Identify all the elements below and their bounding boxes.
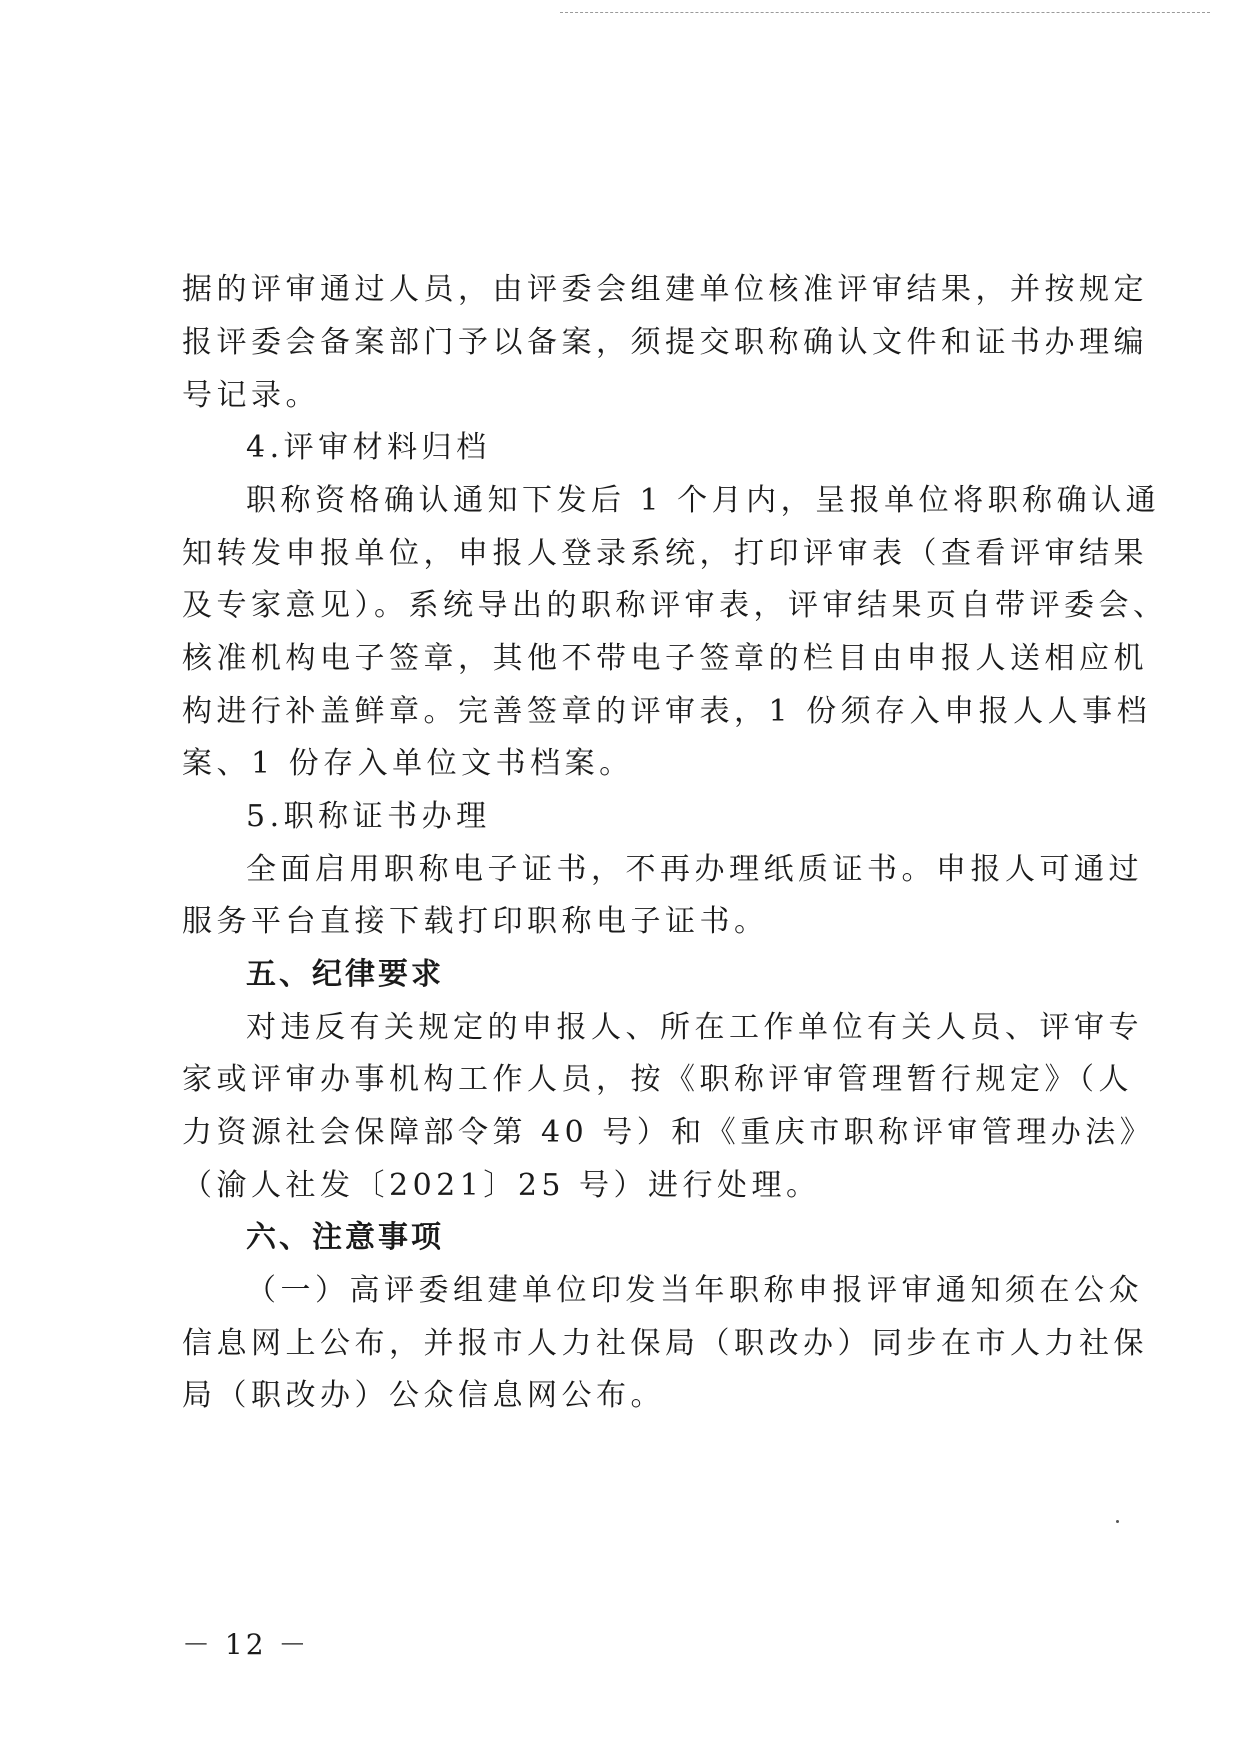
body-line: （一）高评委组建单位印发当年职称申报评审通知须在公众 xyxy=(246,1273,1143,1308)
section-heading: 六、注意事项 xyxy=(246,1220,444,1255)
top-border-rule xyxy=(560,12,1210,13)
body-line: 力资源社会保障部令第 40 号）和《重庆市职称评审管理办法》 xyxy=(182,1115,1155,1150)
body-line: 信息网上公布，并报市人力社保局（职改办）同步在市人力社保 xyxy=(182,1326,1148,1361)
body-line: 案、1 份存入单位文书档案。 xyxy=(182,746,634,781)
body-line: 报评委会备案部门予以备案，须提交职称确认文件和证书办理编 xyxy=(182,325,1148,360)
body-line: 全面启用职称电子证书，不再办理纸质证书。申报人可通过 xyxy=(246,852,1143,887)
scan-speck xyxy=(1116,1520,1119,1523)
body-line: （渝人社发〔2021〕25 号）进行处理。 xyxy=(182,1168,821,1203)
subsection-title: 4.评审材料归档 xyxy=(246,430,491,465)
body-line: 局（职改办）公众信息网公布。 xyxy=(182,1378,665,1413)
subsection-title: 5.职称证书办理 xyxy=(246,799,491,834)
page-number: － 12 － xyxy=(182,1628,310,1661)
body-line: 服务平台直接下载打印职称电子证书。 xyxy=(182,904,769,939)
body-line: 号记录。 xyxy=(182,378,320,413)
body-line: 知转发申报单位，申报人登录系统，打印评审表（查看评审结果 xyxy=(182,536,1148,571)
body-line: 核准机构电子签章，其他不带电子签章的栏目由申报人送相应机 xyxy=(182,641,1148,676)
body-line: 职称资格确认通知下发后 1 个月内，呈报单位将职称确认通 xyxy=(246,483,1161,518)
section-heading: 五、纪律要求 xyxy=(246,957,444,992)
body-line: 对违反有关规定的申报人、所在工作单位有关人员、评审专 xyxy=(246,1010,1143,1045)
body-line: 据的评审通过人员，由评委会组建单位核准评审结果，并按规定 xyxy=(182,272,1148,307)
body-line: 家或评审办事机构工作人员，按《职称评审管理暂行规定》（人 xyxy=(182,1062,1133,1097)
body-line: 及专家意见）。系统导出的职称评审表，评审结果页自带评委会、 xyxy=(182,588,1168,623)
body-line: 构进行补盖鲜章。完善签章的评审表，1 份须存入申报人人事档 xyxy=(182,694,1152,729)
